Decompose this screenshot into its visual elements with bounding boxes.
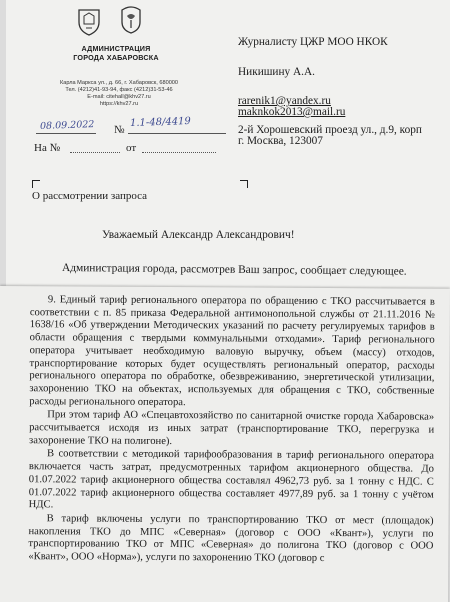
reference-date-label: от	[126, 142, 137, 154]
letter-subject: О рассмотрении запроса	[32, 190, 148, 202]
organization-address	[46, 80, 192, 108]
org-address-line1: Карла Маркса ул., д. 66, г. Хабаровск, 680000	[59, 80, 179, 86]
addressee-title: Журналисту ЦЖР МОО НКОК	[238, 36, 388, 48]
number-sign: №	[114, 124, 125, 136]
intro-sentence: Администрация города, рассмотрев Ваш запрос, сообщает следующее.	[61, 262, 407, 278]
date-underline	[36, 133, 96, 134]
organization-name	[54, 44, 178, 62]
org-address-line4: https://khv27.ru	[99, 101, 139, 107]
reference-date-blank	[142, 152, 216, 153]
reference-number-label: На №	[34, 142, 61, 154]
registration-date: 08.09.2022	[39, 119, 95, 132]
subject-bracket-left	[32, 180, 40, 188]
addressee-name: Никишину А.А.	[238, 66, 315, 78]
addressee-city: г. Москва, 123007	[238, 135, 323, 147]
org-name-line1: АДМИНИСТРАЦИЯ	[81, 44, 151, 53]
addressee-email-1[interactable]: rarenik1@yandex.ru	[238, 95, 331, 107]
reference-number-blank	[70, 152, 120, 153]
region-coat-of-arms-icon	[118, 4, 144, 34]
greeting: Уважаемый Александр Александрович!	[102, 229, 295, 241]
letter-body-sheet	[0, 286, 450, 602]
org-name-line2: ГОРОДА ХАБАРОВСКА	[73, 53, 159, 62]
letter-body	[28, 294, 435, 566]
paragraph-tariff-methodology: В соответствии с методикой тарифообразования в тариф регионального оператора включается часть затрат, предусмотренных тарифом акционерного общества. До 01.07.2022 тариф акционерного общества составлял 4962,73 руб. за 1 тонну с НДС. С 01.07.2022 тариф акционерного общества составляет 4977,89 руб. за 1 тонну с учётом НДС.	[28, 448, 434, 511]
addressee-email-2[interactable]: maknkok2013@mail.ru	[238, 106, 346, 118]
paragraph-company-tariff: При этом тариф АО «Спецавтохозяйство по санитарной очистке города Хабаровска» рассчитывается исходя из иных затрат (транспортирование ТКО, перегрузка и захоронение ТКО на полигоне).	[29, 409, 435, 447]
paragraph-included-services: В тариф включены услуги по транспортированию ТКО от мест (площадок) накопления ТКО до МПС «Северная» (договор с ООО «Квант»), услуги по транспортированию ТКО от МПС «Северная» до полигона ТКО (договор с ООО «Квант», ООО «Норма»), услуги по захоронению ТКО (договор с	[28, 513, 434, 565]
subject-bracket-right	[240, 180, 248, 188]
paragraph-tariff-calculation: 9. Единый тариф регионального оператора по обращению с ТКО рассчитывается в соответствии с п. 85 приказа Федеральной антимонопольной службы от 21.11.2016 № 1638/16 «Об утверждении Методических указаний по расчету регулируемых тарифов в области обращения с твердыми коммунальными отходами». Тариф регионального оператора учитывает необходимую валовую выручку, объем (массу) отходов, транспортирование которых будет осуществлять региональный оператор, расходы регионального оператора по обработке, обезвреживанию, энергетической утилизации, захоронению ТКО на объектах, используемых для обращения с ТКО, собственные расходы регионального оператора.	[29, 294, 435, 408]
number-underline	[128, 133, 226, 134]
letter-header-sheet	[6, 0, 450, 292]
addressee-street: 2-й Хорошевский проезд ул., д.9, корп	[238, 124, 422, 136]
registration-number: 1.1-48/4419	[129, 115, 192, 130]
org-address-line2: Тел. (4212)41-93-94, факс (4212)31-53-46	[65, 87, 173, 93]
city-coat-of-arms-icon	[76, 6, 102, 36]
org-address-line3: E-mail: citehall@khv27.ru	[87, 94, 151, 100]
